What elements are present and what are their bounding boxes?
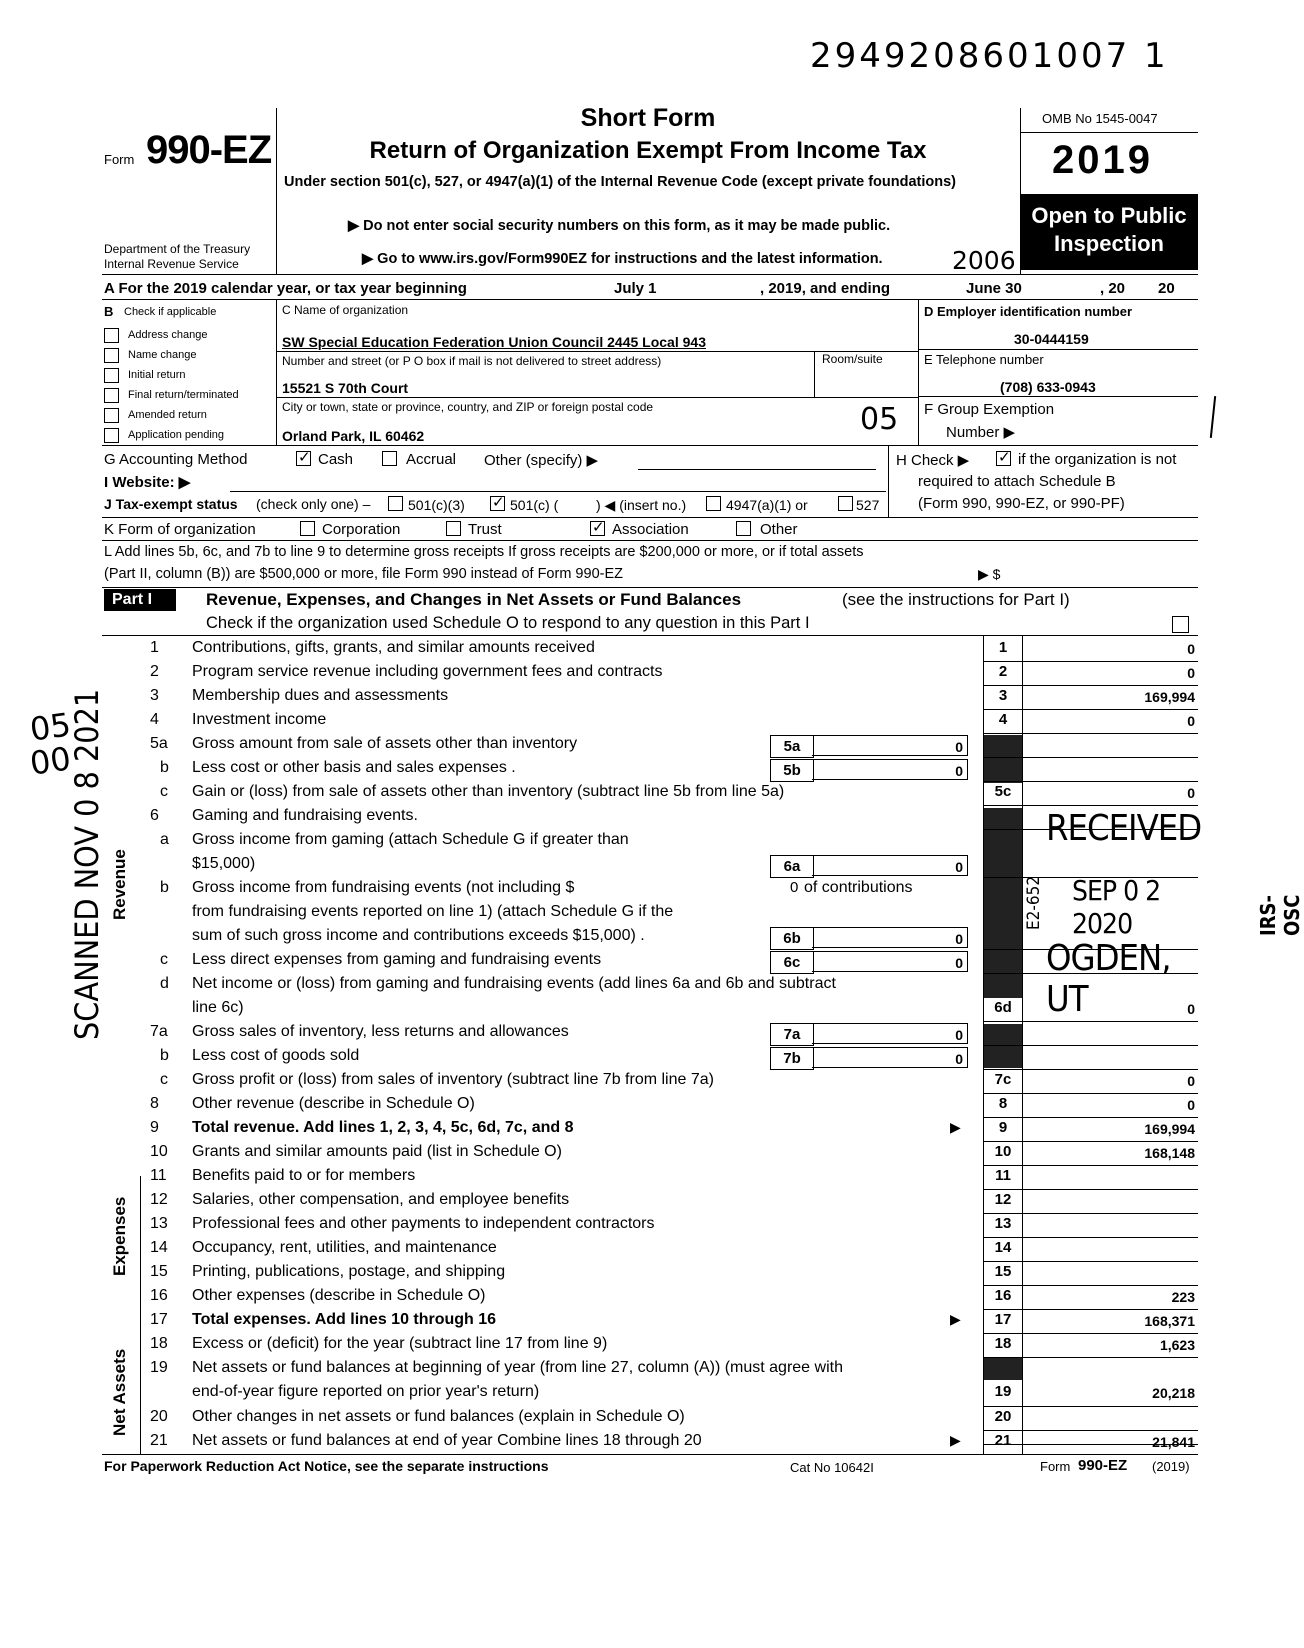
checkbox-address-change[interactable] [104,328,119,343]
line-number: 20 [150,1408,168,1425]
line-description: Total expenses. Add lines 10 through 16 [192,1311,497,1328]
scan-code: 2949208601007 1 [810,36,1169,76]
dept-line2: Internal Revenue Service [104,257,239,271]
line-j-label: J Tax-exempt status [104,496,238,512]
line-number: 18 [150,1335,168,1352]
line-box-label: 19 [994,1383,1012,1400]
line-box-label: 8 [998,1095,1008,1112]
line-number: 15 [150,1263,168,1280]
phone-value: (708) 633-0943 [1000,379,1096,395]
footer-cat-no: Cat No 10642I [790,1460,874,1475]
row-rule [983,1117,1198,1118]
line-amount[interactable]: 20,218 [1152,1385,1195,1401]
line-box-label: 6d [994,999,1012,1016]
line-number: 8 [150,1095,159,1112]
rule-above-k [102,517,1198,518]
line-amount[interactable]: 0 [1187,713,1195,729]
line-amount[interactable]: 0 [1187,665,1195,681]
label-application-pending: Application pending [128,429,225,441]
room-divider [814,351,815,397]
section-c-left-border [276,299,277,445]
ein-value: 30-0444159 [1014,331,1089,347]
line-box-label: 9 [998,1119,1008,1136]
part1-check-line: Check if the organization used Schedule O to respond to any question in this Part I [206,614,810,632]
row-rule [983,1237,1198,1238]
section-c-right-border [918,299,919,445]
dept-line1: Department of the Treasury [104,242,251,256]
form-subtitle: Under section 501(c), 527, or 4947(a)(1) of the Internal Revenue Code (except private foundations) [284,174,956,190]
stamp-city: OGDEN, UT [1046,938,1171,1020]
inner-box-label: 6a [770,855,814,878]
rule-below-bcd [102,445,1198,446]
omb-number: OMB No 1545-0047 [1042,111,1158,126]
line-number: 21 [150,1432,168,1449]
rule-below-part1 [102,635,1198,636]
footer-year: (2019) [1152,1459,1190,1474]
line-box-label: 2 [998,663,1008,680]
part1-line [0,1047,1280,1071]
row-rule [983,757,1198,758]
line-description: Net assets or fund balances at beginning of year (from line 27, column (A)) (must agree with [192,1359,843,1376]
line-a-end-month: June 30 [966,280,1022,297]
line-h-text4: (Form 990, 990-EZ, or 990-PF) [918,495,1125,512]
part1-line [0,1432,1280,1456]
inner-box-label: 6b [770,927,814,950]
checkbox-corporation[interactable] [300,521,315,536]
label-address-change: Address change [128,329,208,341]
line-description: Gross income from fundraising events (not including $ [192,879,575,896]
row-rule [983,1021,1198,1022]
line-box-label: 16 [994,1287,1012,1304]
line-amount[interactable]: 169,994 [1144,689,1195,705]
row-rule [983,1333,1198,1334]
open-to-public: Open to Public Inspection [1020,194,1198,270]
label-cash: Cash [318,451,354,468]
line-number: 10 [150,1143,168,1160]
line-description: Net assets or fund balances at end of year Combine lines 18 through 20 [192,1432,702,1449]
side-label-revenue: Revenue [110,849,129,920]
label-insert-no: ) ◀ (insert no.) [596,497,687,513]
line-description: Gross amount from sale of assets other than inventory [192,735,578,752]
line-number: 9 [150,1119,159,1136]
room-label: Room/suite [822,352,883,366]
line-box-label: 12 [994,1191,1012,1208]
margin-mark [1210,396,1216,438]
checkbox-4947[interactable] [706,496,721,511]
line-description: Less direct expenses from gaming and fundraising events [192,951,602,968]
line-number: 2 [150,663,159,680]
section-b-title: Check if applicable [124,306,217,318]
line-a-mid: , 2019, and ending [760,280,891,297]
part1-line [0,1408,1280,1432]
rule-above-l [102,540,1198,541]
line-number: 12 [150,1191,168,1208]
line-number: 4 [150,711,159,728]
label-4947: 4947(a)(1) or [726,497,808,513]
line-amount[interactable]: 168,148 [1144,1145,1195,1161]
row-rule [983,1189,1198,1190]
line-description-cont: from fundraising events reported on line 1) (attach Schedule G if the [192,903,674,920]
rule-below-street [276,397,918,398]
line-amount[interactable]: 0 [1187,1001,1195,1017]
label-527: 527 [856,497,880,513]
line-box-label: 5c [994,783,1012,800]
ssn-notice: ▶ Do not enter social security numbers on this form, as it may be made public. [348,218,891,234]
part1-tag: Part I [104,589,176,611]
phone-label: E Telephone number [924,352,1044,367]
line-a-end-year: 20 [1158,280,1175,297]
inner-box-value[interactable]: 0 [812,759,968,780]
part1-line [0,1311,1280,1335]
line-description: Other revenue (describe in Schedule O) [192,1095,475,1112]
line-number: c [160,783,168,800]
line-k-label: K Form of organization [104,521,256,538]
part1-line [0,735,1280,759]
part1-line [0,1359,1280,1401]
line-box-label: 1 [998,639,1008,656]
line-number: 16 [150,1287,168,1304]
h-divider [888,445,889,517]
inner-box-value[interactable]: 0 [812,735,968,756]
part1-line [0,1143,1280,1167]
stamp-right-code: IRS-OSC [1256,894,1304,936]
line-number: 19 [150,1359,168,1376]
line-number: d [160,975,169,992]
label-501c: 501(c) ( [510,497,559,513]
side-label-net-assets: Net Assets [110,1348,129,1436]
rule-below-header [102,274,1198,275]
row-rule [983,1309,1198,1310]
line-description-cont: sum of such gross income and contributions exceeds $15,000) . [192,927,645,944]
label-final-return: Final return/terminated [128,389,239,401]
line-description: Gross profit or (loss) from sales of inventory (subtract line 7b from line 7a) [192,1071,714,1088]
label-name-change: Name change [128,349,197,361]
line-g-label: G Accounting Method [104,451,248,468]
part1-line [0,1095,1280,1119]
line-description: Grants and similar amounts paid (list in Schedule O) [192,1143,562,1160]
row-rule [983,1430,1198,1431]
line-description-cont: line 6c) [192,999,244,1016]
line-l-arrow: ▶ $ [978,566,1001,582]
footer-form: 990-EZ [1078,1457,1128,1474]
label-corporation: Corporation [322,521,401,538]
row-rule [983,1406,1198,1407]
row-rule [983,1261,1198,1262]
line-box-label: 21 [994,1432,1012,1449]
label-association: Association [612,521,689,538]
row-rule [983,709,1198,710]
line-number: 13 [150,1215,168,1232]
row-rule [983,1069,1198,1070]
label-initial-return: Initial return [128,369,186,381]
checkbox-accrual[interactable] [382,451,397,466]
inner-box-value[interactable]: 0 [812,1023,968,1044]
line-description: Occupancy, rent, utilities, and maintenance [192,1239,497,1256]
side-label-expenses: Expenses [110,1196,129,1276]
stamp-left-code: E2-652 [1024,875,1044,930]
checkbox-application-pending[interactable] [104,428,119,443]
part1-line [0,1167,1280,1191]
line-a-label: A For the 2019 calendar year, or tax year beginning [104,280,467,297]
stamp-date: SEP 0 2 2020 [1072,874,1161,940]
line-number: 17 [150,1311,168,1328]
organization-name: SW Special Education Federation Union Council 2445 Local 943 [282,334,706,350]
line-number: a [160,831,169,848]
form-label: Form [104,152,135,167]
section-b-letter: B [104,304,114,319]
line-number: 14 [150,1239,168,1256]
row-rule [983,733,1198,734]
row-rule [983,781,1198,782]
label-501c3: 501(c)(3) [408,497,465,513]
line-box-label: 7c [994,1071,1012,1088]
arrow-icon: ▶ [950,1432,961,1448]
row-rule [983,1093,1198,1094]
row-rule [983,1213,1198,1214]
checkbox-cash[interactable] [296,451,311,466]
line-amount[interactable]: 169,994 [1144,1121,1195,1137]
line-description: Gain or (loss) from sale of assets other than inventory (subtract line 5b from line 5a) [192,783,785,800]
line-box-label: 3 [998,687,1008,704]
part1-line [0,1335,1280,1359]
form-title-2: Return of Organization Exempt From Income Tax [369,137,927,164]
row-rule [983,685,1198,686]
arrow-icon: ▶ [950,1311,961,1327]
line-amount[interactable]: 0 [1187,785,1195,801]
line-a-end-prefix: , 20 [1100,280,1126,297]
rule-above-part1 [102,587,1198,588]
part1-title: Revenue, Expenses, and Changes in Net Assets or Fund Balances [206,590,742,609]
line-description: Other changes in net assets or fund balances (explain in Schedule O) [192,1408,685,1425]
line-description: Net income or (loss) from gaming and fundraising events (add lines 6a and 6b and subtract [192,975,836,992]
inner-box-label: 5a [770,735,814,758]
part1-line [0,1191,1280,1215]
line-description: Printing, publications, postage, and shipping [192,1263,506,1280]
label-other-org: Other [760,521,798,538]
checkbox-trust[interactable] [446,521,461,536]
ein-label: D Employer identification number [924,304,1133,319]
rule-below-phone [918,396,1198,397]
line-a-begin: July 1 [614,280,657,297]
row-rule [983,661,1198,662]
part1-line [0,1119,1280,1143]
inner-box-label: 7a [770,1023,814,1046]
form-number: 990-EZ [146,128,272,172]
line-box-label: 10 [994,1143,1012,1160]
checkbox-final-return[interactable] [104,388,119,403]
checkbox-schedule-o[interactable] [1172,616,1189,633]
line-number: 1 [150,639,159,656]
checkbox-association[interactable] [590,521,605,536]
part1-line [0,1287,1280,1311]
line-description: Gaming and fundraising events. [192,807,418,824]
margin-handwriting-1: 05 [27,705,74,749]
rule-below-ein [918,349,1198,350]
line-number: b [160,759,169,776]
part1-line [0,639,1280,663]
line-amount[interactable]: 223 [1171,1289,1195,1305]
line-amount[interactable]: 0 [1187,1073,1195,1089]
inner-box-value[interactable]: 0 [812,1047,968,1068]
line-box-label: 15 [994,1263,1012,1280]
form-title-1: Short Form [580,104,716,132]
line-amount[interactable]: 0 [1187,641,1195,657]
line-number: c [160,1071,168,1088]
line-description: Gross sales of inventory, less returns and allowances [192,1023,569,1040]
instructions-notice: ▶ Go to www.irs.gov/Form990EZ for instructions and the latest information. [362,251,883,267]
line-description: Less cost of goods sold [192,1047,360,1064]
line-j-note: (check only one) – [256,496,371,512]
checkbox-name-change[interactable] [104,348,119,363]
part1-line [0,1215,1280,1239]
line-number: 7a [150,1023,168,1040]
rule-below-a [102,299,1198,300]
row-rule [983,1141,1198,1142]
line-number: b [160,879,169,896]
label-amended-return: Amended return [128,409,207,421]
inner-box-label: 6c [770,951,814,974]
line-box-label: 17 [994,1311,1012,1328]
omb-rule [1020,132,1198,133]
part1-line [0,1071,1280,1095]
received-stamp [1012,808,1304,1020]
tax-year: 2019 [1052,138,1153,182]
handwritten-05-c: 05 [860,402,899,437]
line-description: Contributions, gifts, grants, and similar amounts received [192,639,595,656]
group-number-label: Number ▶ [946,424,1016,441]
line-description: Membership dues and assessments [192,687,449,704]
line-description: Salaries, other compensation, and employee benefits [192,1191,570,1208]
part1-line [0,663,1280,687]
scanned-stamp: SCANNED NOV 0 8 2021 [68,688,106,1040]
checkbox-527[interactable] [838,496,853,511]
part1-line [0,783,1280,807]
city-label: City or town, state or province, country, and ZIP or foreign postal code [282,400,654,414]
line-number: 6 [150,807,159,824]
line-box-label: 20 [994,1408,1012,1425]
line-description-cont: end-of-year figure reported on prior year's return) [192,1383,540,1400]
street-address: 15521 S 70th Court [282,380,409,396]
line-box-label: 18 [994,1335,1012,1352]
label-trust: Trust [468,521,502,538]
name-label: C Name of organization [282,303,409,317]
line-number: 11 [150,1167,167,1184]
row-rule [983,1285,1198,1286]
line-description-cont: $15,000) [192,855,256,872]
line-description: Benefits paid to or for members [192,1167,416,1184]
arrow-icon: ▶ [950,1119,961,1135]
row-rule [983,1165,1198,1166]
website-line [230,491,886,492]
line-number: b [160,1047,169,1064]
stamp-received: RECEIVED [1046,808,1202,849]
line-description: Less cost or other basis and sales expenses . [192,759,516,776]
line-l-text1: L Add lines 5b, 6c, and 7b to line 9 to determine gross receipts If gross receipts are $200,000 or more, or if total assets [104,544,864,560]
city-state-zip: Orland Park, IL 60462 [282,428,425,444]
website-label: I Website: ▶ [104,474,191,491]
line-amount[interactable]: 0 [1187,1097,1195,1113]
part1-title-note: (see the instructions for Part I) [842,590,1070,609]
checkbox-schedule-b[interactable] [996,451,1011,466]
checkbox-501c[interactable] [490,496,505,511]
inner-box-label: 7b [770,1047,814,1070]
inner-box-value[interactable]: 0 [812,951,968,972]
margin-handwriting-2: 00 [27,739,74,783]
line-number: 5a [150,735,168,752]
line-h-text1: H Check ▶ [896,452,970,469]
rule-above-footer [102,1454,1198,1455]
handwritten-code: 2006 [952,246,1016,275]
checkbox-amended-return[interactable] [104,408,119,423]
line-description: Total revenue. Add lines 1, 2, 3, 4, 5c, 6d, 7c, and 8 [192,1119,574,1136]
part1-line [0,1239,1280,1263]
line-h-text2: if the organization is not [1018,451,1177,468]
line-description-after: of contributions [804,879,913,896]
other-specify-line [638,469,876,470]
line-box-label: 14 [994,1239,1012,1256]
label-accrual: Accrual [406,451,457,468]
group-exemption-label: F Group Exemption [924,401,1055,418]
row-rule [983,1444,1198,1445]
line-description: Investment income [192,711,327,728]
line-amount[interactable]: 1,623 [1159,1337,1195,1353]
inner-box-value[interactable]: 0 [812,927,968,948]
line-description: Professional fees and other payments to independent contractors [192,1215,655,1232]
line-amount[interactable]: 21,841 [1152,1434,1195,1450]
line-box-label: 13 [994,1215,1012,1232]
part1-line [0,1023,1280,1047]
line-description: Other expenses (describe in Schedule O) [192,1287,486,1304]
line-amount[interactable]: 168,371 [1144,1313,1195,1329]
line-description: Excess or (deficit) for the year (subtract line 17 from line 9) [192,1335,608,1352]
row-rule [983,1357,1198,1358]
part1-line [0,1263,1280,1287]
footer-form-prefix: Form [1040,1459,1071,1474]
row-rule [983,805,1198,806]
checkbox-501c3[interactable] [388,496,403,511]
label-other-specify: Other (specify) ▶ [484,452,599,469]
checkbox-initial-return[interactable] [104,368,119,383]
contribution-amount: 0 [790,879,799,896]
line-number: 3 [150,687,159,704]
line-l-text2: (Part II, column (B)) are $500,000 or more, file Form 990 instead of Form 990-EZ [104,566,623,582]
part1-line [0,711,1280,735]
inner-box-label: 5b [770,759,814,782]
part1-line [0,759,1280,783]
row-rule [983,1045,1198,1046]
footer-paperwork: For Paperwork Reduction Act Notice, see the separate instructions [104,1458,549,1474]
line-box-label: 4 [998,711,1008,728]
part1-line [0,687,1280,711]
street-label: Number and street (or P O box if mail is not delivered to street address) [282,354,662,368]
line-description: Gross income from gaming (attach Schedule G if greater than [192,831,629,848]
line-number: c [160,951,168,968]
line-h-text3: required to attach Schedule B [918,473,1116,490]
inner-box-value[interactable]: 0 [812,855,968,876]
line-box-label: 11 [995,1167,1011,1184]
line-description: Program service revenue including government fees and contracts [192,663,663,680]
checkbox-other-org[interactable] [736,521,751,536]
